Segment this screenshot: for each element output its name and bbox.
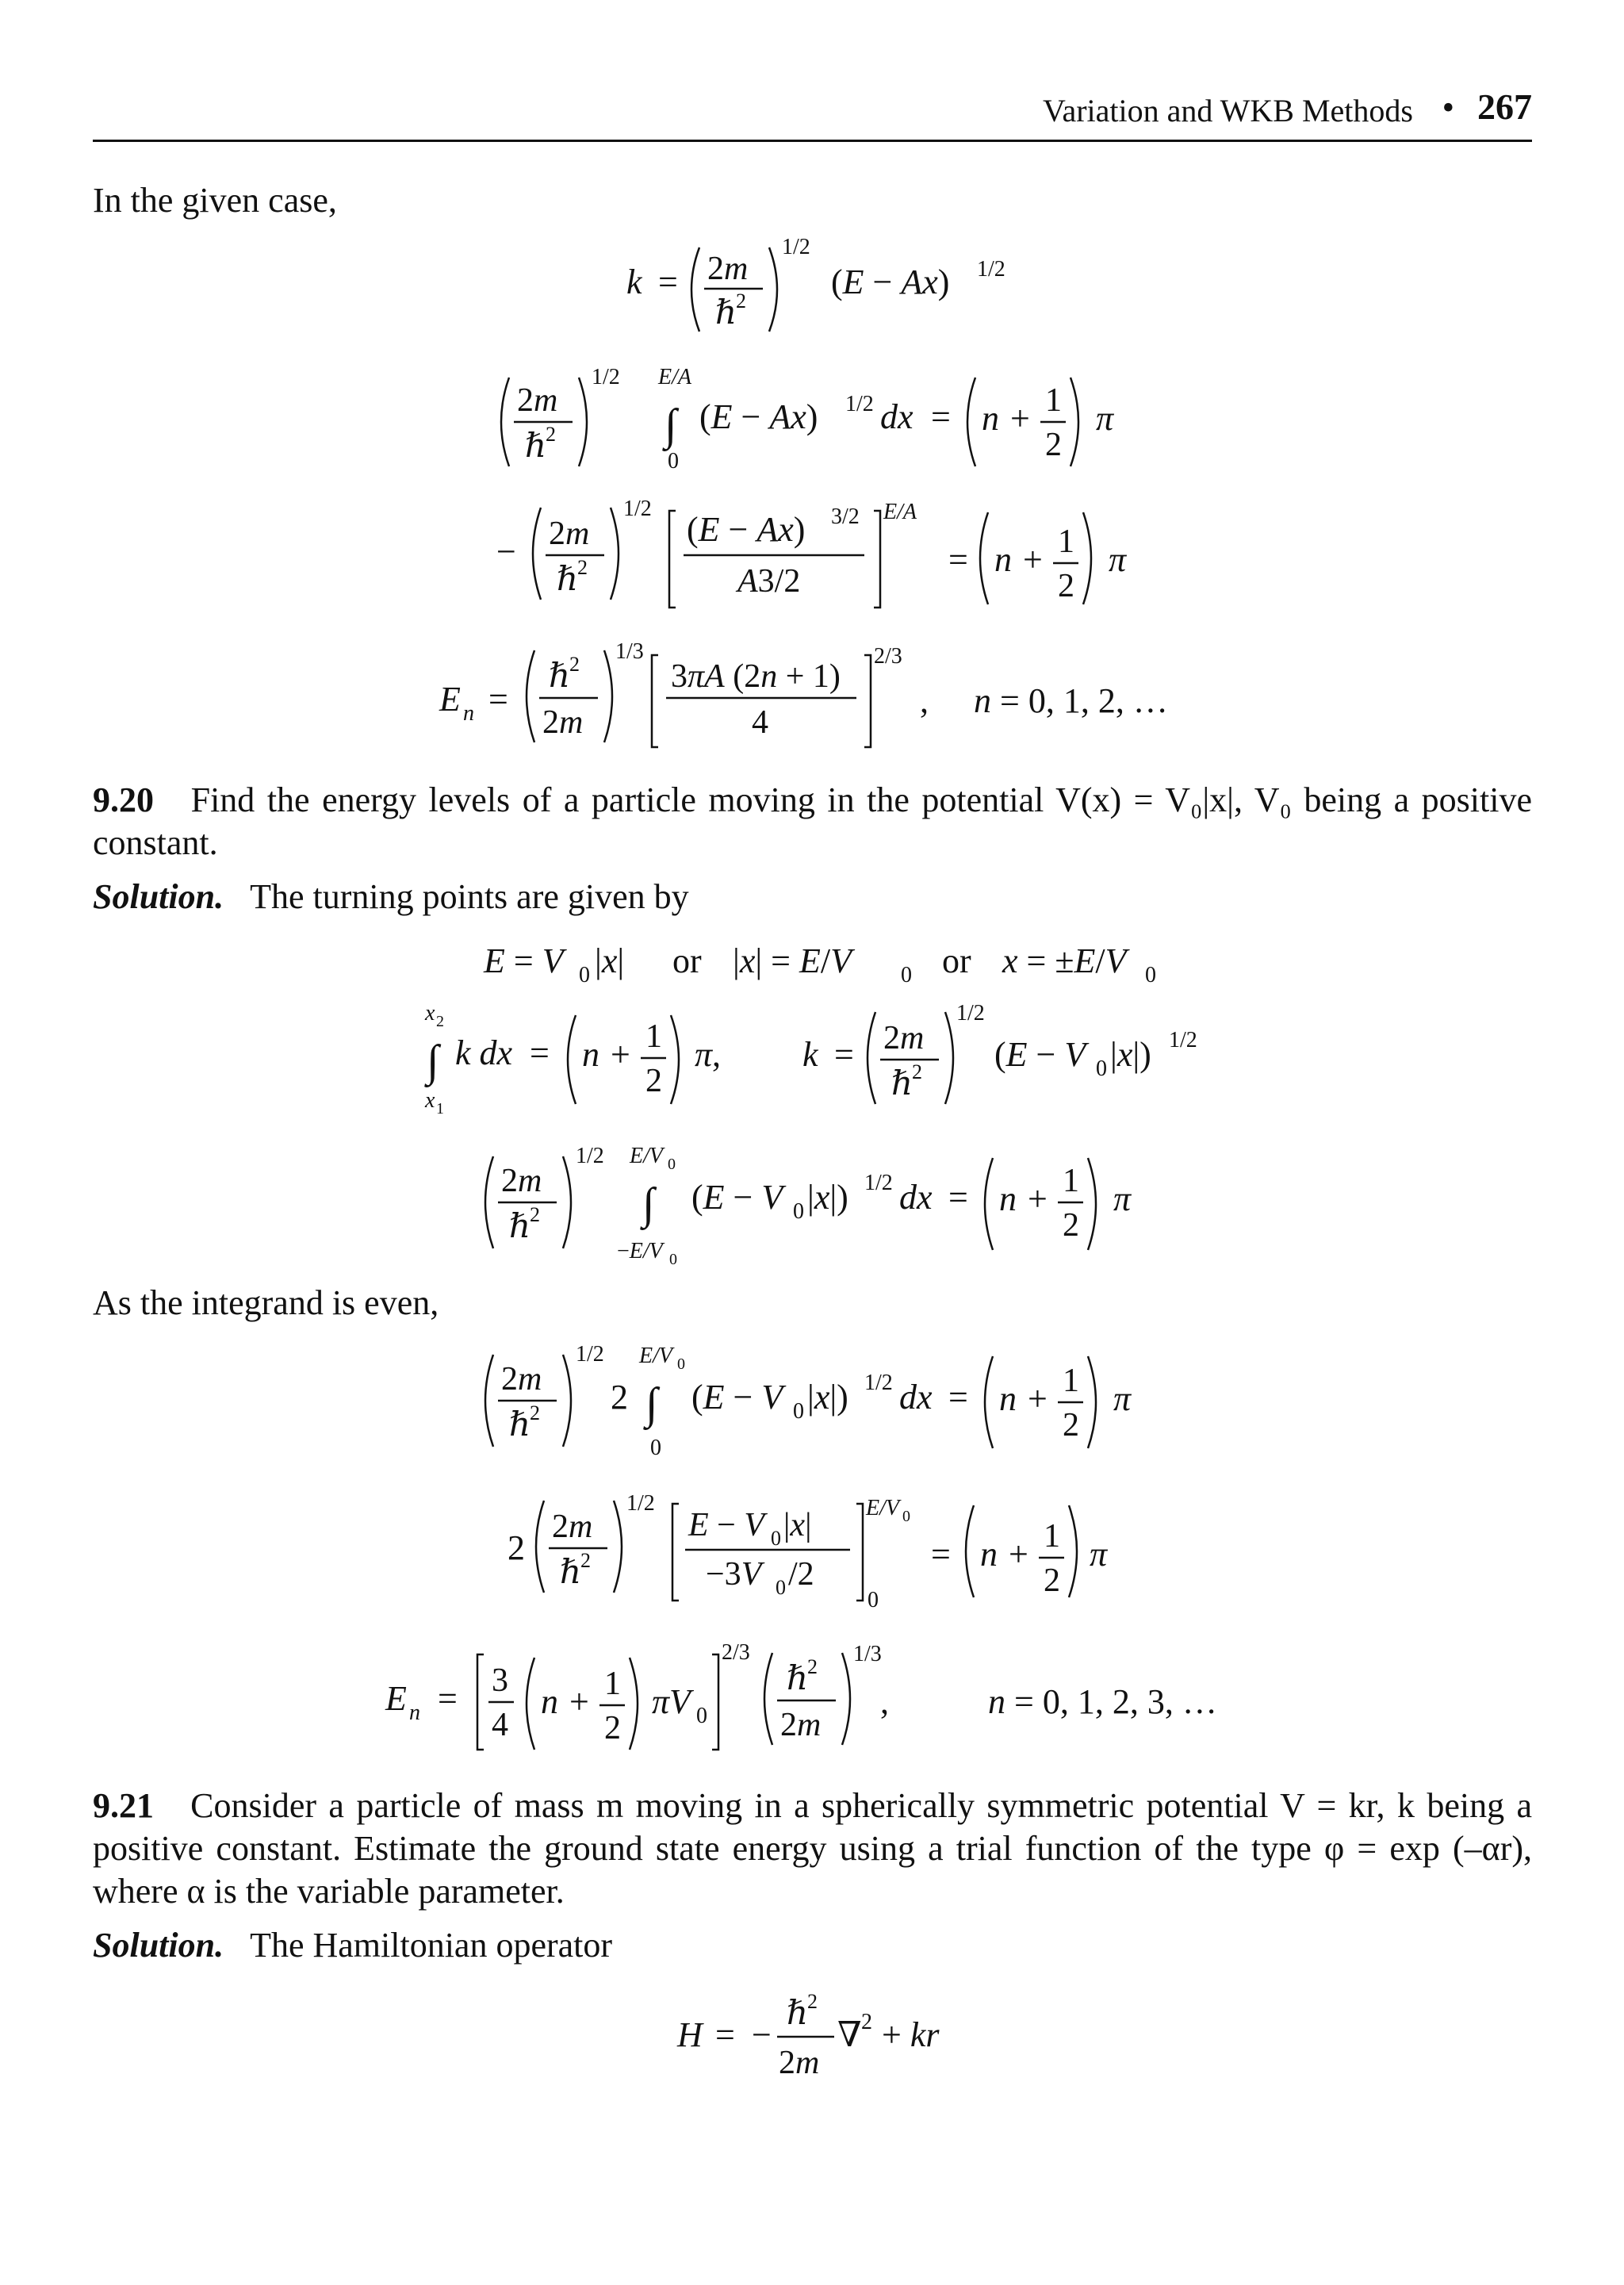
svg-text:2m: 2m [517,382,558,419]
svg-text:2m: 2m [501,1163,542,1199]
svg-text:=: = [948,540,968,579]
equation-energy-levels-abs [377,1634,1266,1761]
svg-text:2: 2 [1063,1407,1079,1443]
svg-text:,: , [880,1682,889,1721]
svg-text:2: 2 [861,2010,872,2034]
svg-text:=: = [438,1679,458,1718]
svg-text:1: 1 [1063,1363,1079,1399]
svg-text:,: , [920,681,929,720]
running-header [93,86,1532,142]
problem-9-21 [93,1785,1532,1913]
equation-half-range-integral [476,1339,1158,1466]
svg-text:0: 0 [668,1156,676,1173]
svg-text:(E − Ax): (E − Ax) [831,263,950,301]
svg-text:2: 2 [577,556,588,579]
svg-text:ℏ: ℏ [549,658,571,695]
svg-text:E: E [439,680,461,719]
svg-text:0: 0 [1145,963,1156,987]
svg-text:0: 0 [1096,1056,1107,1081]
svg-text:3πA (2n + 1): 3πA (2n + 1) [671,658,841,695]
svg-text:2: 2 [569,653,580,676]
svg-text:2: 2 [807,1990,818,2013]
solution-text: The turning points are given by [250,877,689,916]
svg-text:1/2: 1/2 [592,365,620,389]
svg-text:+ kr: + kr [882,2015,940,2054]
svg-text:ℏ: ℏ [560,1555,582,1591]
svg-text:2: 2 [546,423,556,446]
svg-text:=: = [715,2015,735,2054]
svg-text:E − V: E − V [688,1507,764,1543]
problem-statement: Consider a particle of mass m moving in a spherically symmetric potential V = kr, k being a positive constant. Estimate the ground state energy using a trial function of the type φ = exp (–αr), where α is the variable parameter. [93,1786,1532,1911]
svg-text:E/A: E/A [883,500,917,524]
svg-text:H: H [677,2015,703,2054]
even-integrand-text: As the integrand is even, [93,1283,439,1322]
svg-text:2/3: 2/3 [722,1640,750,1665]
svg-text:(E − V: (E − V [691,1378,783,1417]
svg-text:ℏ: ℏ [509,1407,531,1443]
svg-text:2: 2 [580,1549,591,1572]
svg-text:3/2: 3/2 [831,504,860,529]
svg-text:2: 2 [1058,568,1074,604]
svg-text:=: = [488,680,508,719]
svg-text:0: 0 [902,1508,910,1525]
svg-text:n: n [999,1179,1017,1218]
svg-text:1/2: 1/2 [576,1342,604,1367]
svg-text:1: 1 [1063,1163,1079,1199]
svg-text:2: 2 [604,1710,621,1746]
svg-text:−3V: −3V [706,1556,762,1593]
svg-text:ℏ: ℏ [787,1661,809,1697]
svg-text:ℏ: ℏ [715,295,737,332]
svg-text:|x|: |x| [595,941,625,980]
svg-text:n: n [409,1700,420,1725]
intro-text: In the given case, [93,181,337,220]
chapter-title: Variation and WKB Methods [1043,93,1413,128]
svg-text:1/2: 1/2 [782,235,810,259]
svg-text:(E − V: (E − V [994,1035,1086,1074]
svg-text:n: n [541,1682,558,1721]
svg-text:2: 2 [736,289,746,312]
equation-wkb-evaluated [492,492,1142,619]
svg-text:E/V: E/V [630,1144,663,1168]
svg-text:0: 0 [868,1588,879,1612]
svg-text:1/2: 1/2 [864,1371,893,1395]
svg-text:2m: 2m [779,2045,820,2081]
equation-quantization-and-k [420,996,1221,1123]
svg-text:0: 0 [579,963,590,987]
svg-text:n = 0, 1, 2, 3, …: n = 0, 1, 2, 3, … [988,1682,1217,1721]
svg-text:=: = [948,1178,968,1217]
svg-text:E/A: E/A [658,365,691,389]
svg-text:0: 0 [776,1576,786,1599]
svg-text:2: 2 [1045,427,1062,463]
svg-text:2: 2 [912,1060,922,1083]
svg-text:2/3: 2/3 [874,644,902,669]
svg-text:ℏ: ℏ [891,1066,914,1102]
svg-text:/2: /2 [788,1556,814,1593]
svg-text:−E/V: −E/V [617,1239,663,1263]
svg-text:1: 1 [1044,1518,1060,1555]
svg-text:π: π [1109,540,1127,579]
svg-text:π: π [1113,1179,1132,1218]
svg-text:or: or [672,941,702,980]
svg-text:2m: 2m [552,1509,593,1545]
svg-text:=: = [948,1378,968,1417]
svg-text:|x|): |x|) [1110,1035,1151,1074]
svg-text:1/2: 1/2 [576,1144,604,1168]
svg-text:0: 0 [901,963,912,987]
svg-text:1: 1 [1058,523,1074,560]
svg-text:n: n [999,1379,1017,1418]
solution-9-20-intro [93,876,689,918]
problem-number: 9.21 [93,1786,154,1825]
svg-text:0: 0 [793,1399,804,1424]
svg-text:2m: 2m [549,516,590,552]
svg-text:1: 1 [1045,382,1062,419]
svg-text:2m: 2m [542,704,584,741]
svg-text:2: 2 [807,1655,818,1678]
svg-text:1/2: 1/2 [626,1491,655,1516]
svg-text:(E − Ax): (E − Ax) [699,397,818,436]
svg-text:∇: ∇ [837,2015,862,2054]
svg-text:or: or [942,941,971,980]
svg-text:x: x [425,1001,435,1026]
svg-text:=: = [931,397,951,436]
svg-text:n: n [980,1535,998,1574]
svg-text:dx: dx [899,1178,933,1217]
svg-text:ℏ: ℏ [525,428,547,465]
svg-text:1/3: 1/3 [853,1642,882,1666]
svg-text:dx: dx [899,1378,933,1417]
bullet-separator: • [1442,88,1454,127]
svg-text:2m: 2m [707,251,749,287]
equation-turning-points [479,933,1161,988]
svg-text:+: + [569,1682,589,1721]
svg-text:k dx: k dx [455,1033,513,1072]
page-number: 267 [1477,86,1532,127]
svg-text:+: + [1023,540,1043,579]
svg-text:|x| = E/V: |x| = E/V [733,941,852,980]
svg-text:+: + [1009,1535,1028,1574]
svg-text:=: = [658,263,678,301]
svg-text:2: 2 [645,1063,662,1099]
solution-text: The Hamiltonian operator [250,1926,613,1965]
svg-text:=: = [530,1033,550,1072]
svg-text:0: 0 [793,1199,804,1224]
svg-text:x = ±E/V: x = ±E/V [1002,941,1127,980]
svg-text:4: 4 [752,704,768,741]
svg-text:E/V: E/V [866,1496,899,1520]
svg-text:dx: dx [880,397,914,436]
svg-text:E: E [385,1679,407,1718]
svg-text:2: 2 [611,1378,628,1417]
svg-text:|x|): |x|) [807,1378,848,1417]
svg-text:0: 0 [677,1355,685,1373]
svg-text:=: = [931,1535,951,1574]
svg-text:E/V: E/V [639,1344,672,1368]
svg-text:∫: ∫ [642,1179,655,1229]
svg-text:1/3: 1/3 [615,639,644,664]
solution-label: Solution. [93,1926,224,1965]
svg-text:1/2: 1/2 [845,392,874,416]
svg-text:1: 1 [645,1018,662,1055]
svg-text:ℏ: ℏ [557,562,579,598]
svg-text:2m: 2m [780,1707,822,1743]
svg-text:ℏ: ℏ [509,1209,531,1245]
svg-text:∫: ∫ [665,401,677,450]
svg-text:−: − [752,2015,772,2054]
svg-text:|x|): |x|) [807,1178,848,1217]
svg-text:+: + [611,1035,630,1074]
svg-text:x: x [425,1088,435,1113]
svg-text:π: π [1113,1379,1132,1418]
svg-text:2m: 2m [883,1020,925,1056]
svg-text:−: − [496,532,516,571]
problem-statement: Find the energy levels of a particle moving in the potential V(x) = V₀|x|, V₀ being a positive constant. [93,780,1533,862]
solution-9-21-intro [93,1924,612,1967]
equation-half-range-evaluated [503,1483,1137,1618]
svg-text:1/2: 1/2 [977,257,1005,282]
equation-k-definition [619,230,1031,349]
svg-text:=: = [834,1035,854,1074]
svg-text:2: 2 [1063,1207,1079,1244]
problem-9-20 [93,779,1532,865]
svg-text:2: 2 [436,1013,444,1030]
svg-text:∫: ∫ [645,1379,658,1428]
svg-text:1/2: 1/2 [623,496,652,521]
svg-text:2: 2 [530,1401,540,1424]
svg-text:n = 0, 1, 2, …: n = 0, 1, 2, … [974,681,1168,720]
svg-text:3: 3 [492,1662,508,1699]
svg-text:A3/2: A3/2 [737,563,801,600]
svg-text:k: k [626,263,642,301]
svg-text:E = V: E = V [484,941,564,980]
svg-text:2m: 2m [501,1361,542,1397]
equation-symmetric-integral [476,1139,1158,1274]
svg-text:0: 0 [669,1251,677,1268]
svg-text:2: 2 [1044,1562,1060,1599]
svg-text:n: n [582,1035,599,1074]
svg-text:+: + [1010,399,1030,438]
svg-text:1: 1 [436,1100,444,1118]
svg-text:∫: ∫ [427,1037,439,1086]
svg-text:ℏ: ℏ [787,1996,809,2032]
svg-text:π: π [1090,1535,1108,1574]
svg-text:πV: πV [652,1682,691,1721]
equation-energy-levels-linear [428,635,1237,761]
problem-number: 9.20 [93,780,154,819]
svg-text:k: k [802,1035,818,1074]
svg-text:1/2: 1/2 [956,1001,985,1026]
svg-text:0: 0 [696,1704,707,1728]
svg-text:1/2: 1/2 [1169,1028,1197,1052]
svg-text:1/2: 1/2 [864,1171,893,1195]
svg-text:n: n [994,540,1012,579]
svg-text:2: 2 [530,1203,540,1226]
svg-text:+: + [1028,1379,1048,1418]
svg-text:|x|: |x| [783,1507,812,1543]
svg-text:1: 1 [604,1666,621,1702]
equation-wkb-integral [492,365,1142,484]
svg-text:n: n [982,399,999,438]
svg-text:(E − Ax): (E − Ax) [687,510,806,549]
svg-text:2: 2 [508,1528,525,1567]
svg-text:0: 0 [650,1436,661,1460]
svg-text:π: π [1096,399,1114,438]
svg-text:0: 0 [771,1527,781,1550]
equation-hamiltonian [666,1978,983,2089]
svg-text:0: 0 [668,449,679,473]
svg-text:4: 4 [492,1707,508,1743]
svg-text:π,: π, [695,1035,722,1074]
solution-label: Solution. [93,877,224,916]
svg-text:+: + [1028,1179,1048,1218]
svg-text:(E − V: (E − V [691,1178,783,1217]
svg-text:n: n [463,701,474,726]
